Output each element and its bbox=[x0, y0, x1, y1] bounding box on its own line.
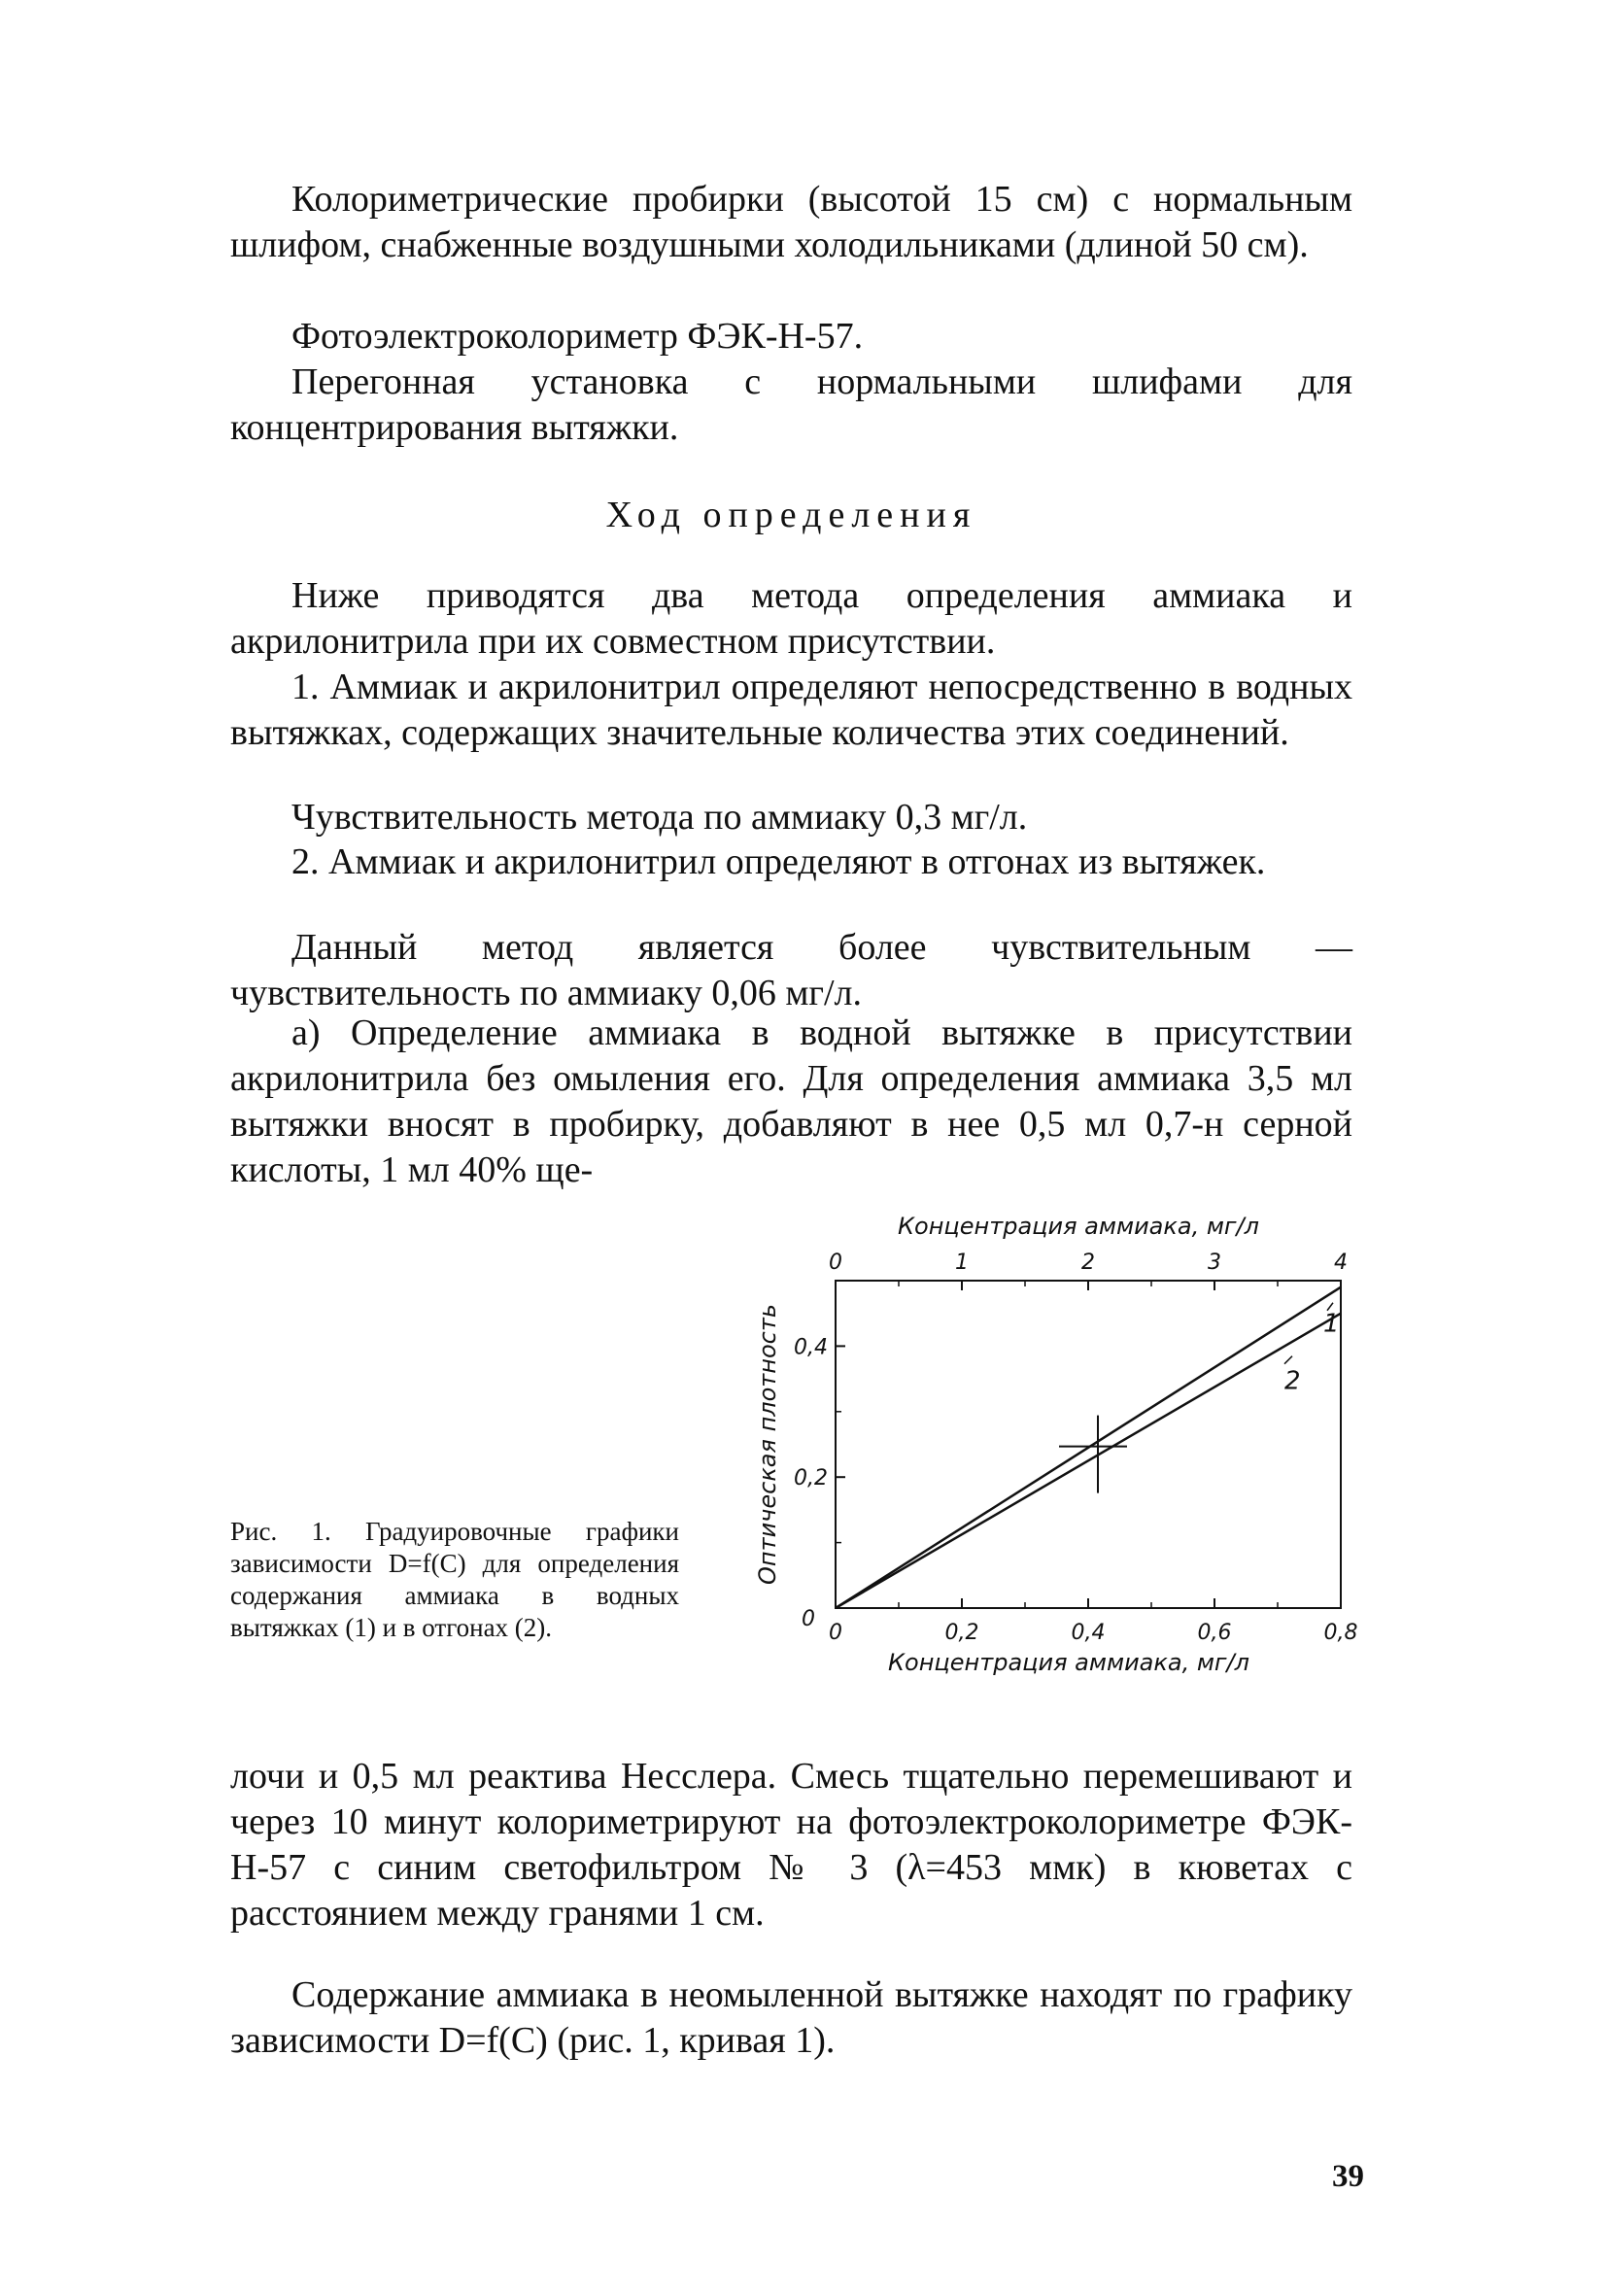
x-top-axis-label: Концентрация аммиака, мг/л bbox=[898, 1213, 1259, 1240]
x-top-tick-label: 4 bbox=[1334, 1251, 1348, 1275]
paragraph-distillation: Перегонная установка с нормальными шлифами для концентрирования вытяжки. bbox=[230, 361, 1352, 448]
paragraph-continuation: лочи и 0,5 мл реактива Несслера. Смесь тщательно перемешивают и через 10 минут колориметрируют на фотоэлектроколориметре ФЭК-Н-57 с синим светофильтром № 3 (λ=453 ммк) в кюветах с расстоянием между гранями 1 см. bbox=[230, 1756, 1352, 1934]
calibration-chart bbox=[738, 1195, 1360, 1720]
paragraph-method-1: 1. Аммиак и акрилонитрил определяют непосредственно в водных вытяжках, содержащих значительные количества этих соединений. bbox=[230, 667, 1352, 753]
paragraph-method-2: 2. Аммиак и акрилонитрил определяют в отгонах из вытяжек. bbox=[291, 841, 1266, 882]
x-top-tick-label: 2 bbox=[1081, 1251, 1095, 1275]
x-top-tick-label: 3 bbox=[1208, 1251, 1221, 1275]
x-tick-label: 0 bbox=[829, 1621, 842, 1645]
x-top-tick-label: 0 bbox=[829, 1251, 842, 1275]
section-heading: Ход определения bbox=[605, 495, 977, 535]
series-line-2 bbox=[836, 1314, 1341, 1608]
x-tick-label: 0,4 bbox=[1071, 1621, 1106, 1645]
figure-caption: Рис. 1. Градуировочные графики зависимости D=f(C) для определения содержания аммиака в водных вытяжках (1) и в отгонах (2). bbox=[230, 1517, 679, 1642]
paragraph-sensitivity-2: Данный метод является более чувствительным — чувствительность по аммиаку 0,06 мг/л. bbox=[230, 927, 1352, 1013]
series-leader-2 bbox=[1284, 1356, 1292, 1364]
x-tick-label: 0,2 bbox=[944, 1621, 979, 1645]
paragraph-colorimeter: Фотоэлектроколориметр ФЭК-Н-57. bbox=[291, 316, 864, 357]
series-line-1 bbox=[836, 1287, 1341, 1608]
paragraph-procedure-a: а) Определение аммиака в водной вытяжке в присутствии акрилонитрила без омыления его. Для определения аммиака 3,5 мл вытяжки вносят в пробирку, добавляют в нее 0,5 мл 0,7-н серной кислоты, 1 мл 40% ще- bbox=[230, 1012, 1352, 1190]
x-tick-label: 0,6 bbox=[1197, 1621, 1232, 1645]
y-tick-label: 0,4 bbox=[794, 1335, 828, 1360]
paragraph-tubes: Колориметрические пробирки (высотой 15 см) с нормальным шлифом, снабженные воздушными холодильниками (длиной 50 см). bbox=[230, 179, 1352, 265]
y-tick-label: 0,2 bbox=[794, 1466, 828, 1491]
page-number: 39 bbox=[1332, 2159, 1364, 2194]
x-axis-label: Концентрация аммиака, мг/л bbox=[888, 1649, 1249, 1676]
paragraph-sensitivity-1: Чувствительность метода по аммиаку 0,3 мг/л. bbox=[291, 797, 1028, 838]
x-tick-label: 0,8 bbox=[1323, 1621, 1358, 1645]
paragraph-intro: Ниже приводятся два метода определения аммиака и акрилонитрила при их совместном присутствии. bbox=[230, 575, 1352, 662]
y-axis-label: Оптическая плотность bbox=[754, 1304, 781, 1585]
series-label-2: 2 bbox=[1284, 1366, 1301, 1396]
origin-label: 0 bbox=[802, 1607, 815, 1631]
x-top-tick-label: 1 bbox=[955, 1251, 969, 1275]
series-label-1: 1 bbox=[1323, 1309, 1340, 1339]
paragraph-result: Содержание аммиака в неомыленной вытяжке находят по графику зависимости D=f(C) (рис. 1, кривая 1). bbox=[230, 1974, 1352, 2061]
